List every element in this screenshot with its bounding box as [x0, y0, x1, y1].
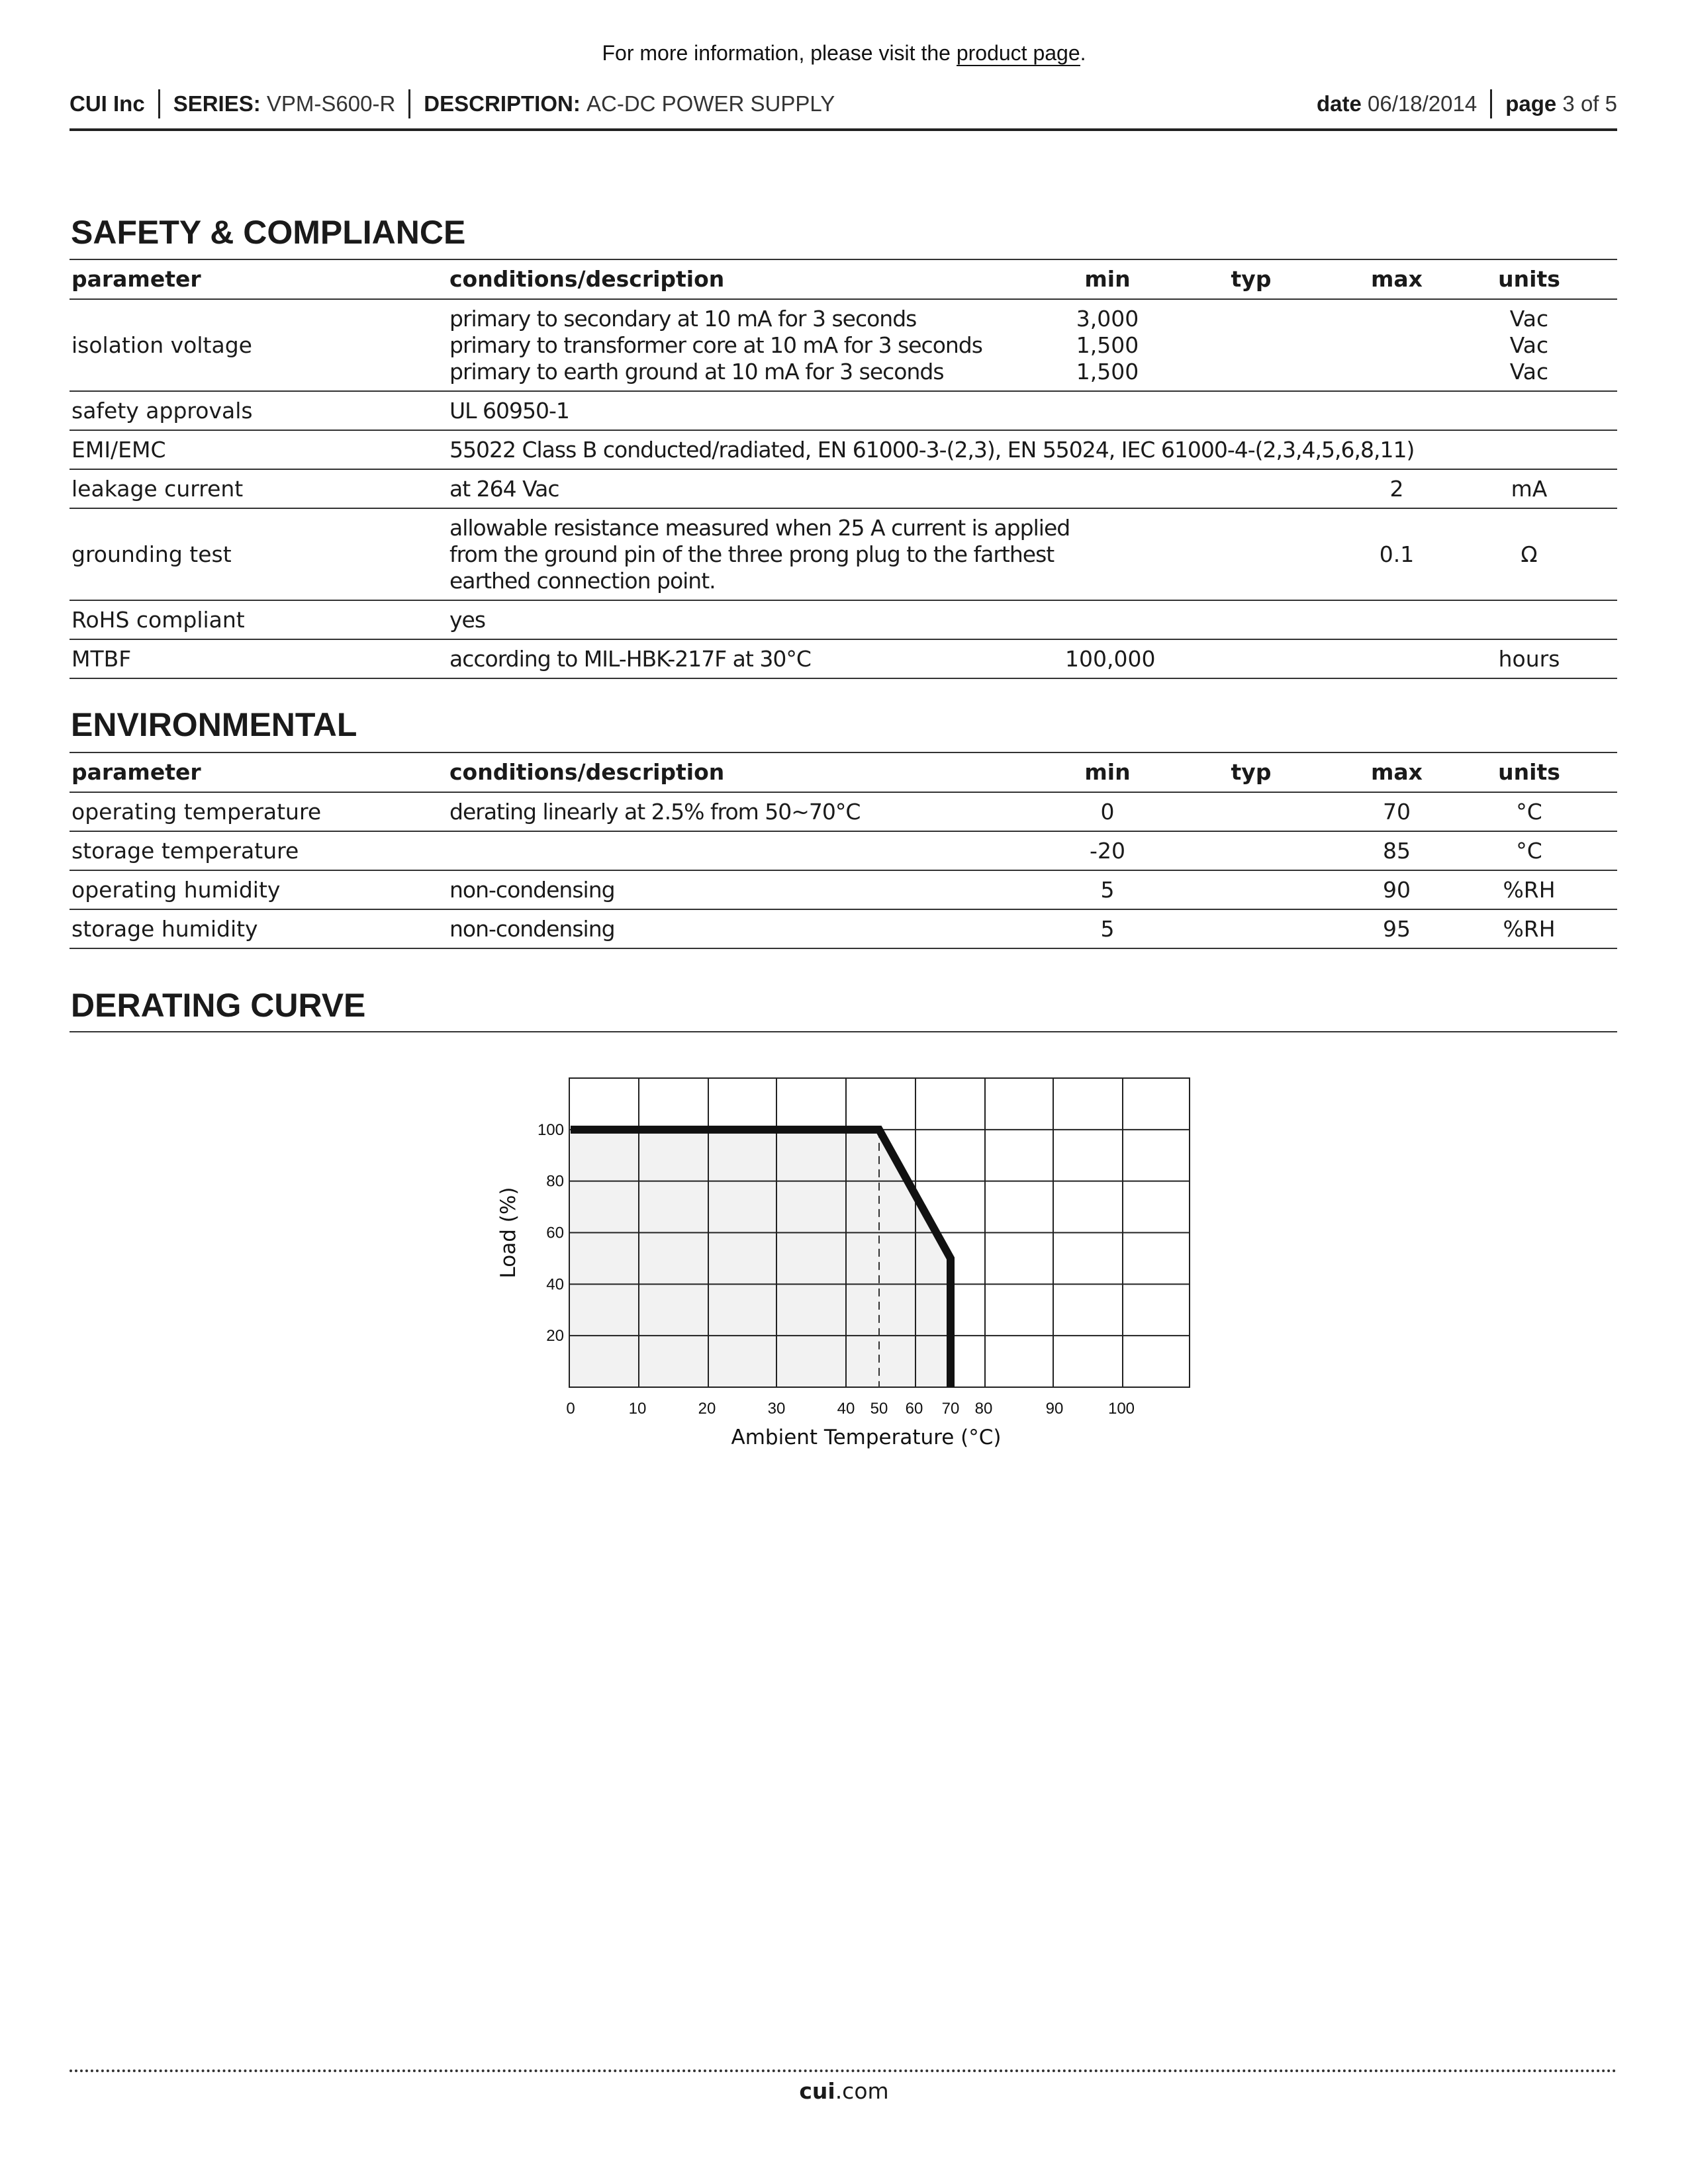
- units-value: °C: [1516, 798, 1542, 825]
- conditions-value: derating linearly at 2.5% from 50~70°C: [449, 798, 861, 825]
- date-label: date: [1317, 91, 1362, 116]
- footer-rule: [70, 2070, 1617, 2072]
- y-tick-label: 20: [546, 1327, 564, 1345]
- max-value: 95: [1383, 915, 1411, 942]
- parameter-cell: EMI/EMC: [71, 436, 166, 463]
- parameter-cell: operating temperature: [71, 798, 322, 825]
- column-header-parameter: parameter: [71, 266, 201, 292]
- column-header-parameter: parameter: [71, 759, 201, 785]
- y-tick-label: 80: [546, 1172, 564, 1191]
- x-tick-label: 60: [905, 1400, 923, 1418]
- note-end: .: [1080, 41, 1086, 65]
- x-tick-label: 10: [628, 1400, 647, 1418]
- units-value: mA: [1511, 475, 1548, 502]
- page-label: page: [1505, 91, 1557, 116]
- max-value: 85: [1383, 837, 1411, 864]
- derating-heading: DERATING CURVE: [71, 987, 366, 1024]
- description-value: AC-DC POWER SUPPLY: [586, 91, 835, 116]
- product-page-link[interactable]: product page: [956, 41, 1080, 65]
- column-header-units: units: [1498, 759, 1560, 785]
- min-value: 1,500: [1076, 358, 1139, 385]
- units-value: %RH: [1503, 915, 1556, 942]
- conditions-value: allowable resistance measured when 25 A current is applied: [449, 514, 1070, 541]
- x-tick-label: 50: [870, 1400, 888, 1418]
- x-tick-label: 70: [941, 1400, 960, 1418]
- footer-site-bold: cui: [799, 2078, 835, 2104]
- conditions-value: from the ground pin of the three prong plug to the farthest: [449, 541, 1055, 567]
- parameter-cell: isolation voltage: [71, 332, 252, 358]
- parameter-cell: leakage current: [71, 475, 244, 502]
- x-axis-label: Ambient Temperature (°C): [731, 1426, 1002, 1449]
- company-name: CUI Inc: [70, 91, 145, 116]
- parameter-cell: storage humidity: [71, 915, 258, 942]
- min-value: -20: [1090, 837, 1125, 864]
- x-tick-label: 80: [974, 1400, 993, 1418]
- units-value: %RH: [1503, 876, 1556, 903]
- conditions-value: yes: [449, 606, 486, 633]
- column-header-max: max: [1371, 266, 1423, 292]
- units-value: Ω: [1521, 541, 1538, 567]
- x-tick-label: 90: [1045, 1400, 1064, 1418]
- units-value: Vac: [1509, 305, 1549, 332]
- page-value: 3 of 5: [1562, 91, 1617, 116]
- conditions-value: according to MIL-HBK-217F at 30°C: [449, 645, 811, 672]
- x-tick-label: 30: [767, 1400, 786, 1418]
- units-value: Vac: [1509, 332, 1549, 358]
- parameter-cell: storage temperature: [71, 837, 299, 864]
- conditions-value: 55022 Class B conducted/radiated, EN 61000-3-(2,3), EN 55024, IEC 61000-4-(2,3,4,5,6,8,11): [449, 436, 1415, 463]
- y-tick-label: 100: [537, 1120, 564, 1139]
- parameter-cell: safety approvals: [71, 397, 253, 424]
- units-value: Vac: [1509, 358, 1549, 385]
- units-value: hours: [1498, 645, 1560, 672]
- max-value: 70: [1383, 798, 1411, 825]
- min-value: 5: [1100, 876, 1115, 903]
- date-value: 06/18/2014: [1368, 91, 1477, 116]
- parameter-cell: RoHS compliant: [71, 606, 245, 633]
- shaded-operating-area: [569, 1130, 951, 1387]
- conditions-value: non-condensing: [449, 876, 615, 903]
- min-value: 1,500: [1076, 332, 1139, 358]
- parameter-cell: operating humidity: [71, 876, 281, 903]
- column-header-min: min: [1084, 266, 1131, 292]
- x-tick-label: 100: [1107, 1400, 1135, 1418]
- max-value: 0.1: [1379, 541, 1415, 567]
- x-tick-label: 0: [566, 1400, 575, 1418]
- footer-site-rest: .com: [835, 2078, 889, 2104]
- conditions-value: earthed connection point.: [449, 567, 716, 594]
- units-value: °C: [1516, 837, 1542, 864]
- x-tick-label: 40: [837, 1400, 855, 1418]
- footer-site[interactable]: [0, 2078, 1688, 2104]
- column-header-min: min: [1084, 759, 1131, 785]
- conditions-value: non-condensing: [449, 915, 615, 942]
- min-value: 3,000: [1076, 305, 1139, 332]
- conditions-value: primary to transformer core at 10 mA for 3 seconds: [449, 332, 982, 358]
- parameter-cell: MTBF: [71, 645, 132, 672]
- conditions-value: UL 60950-1: [449, 397, 569, 424]
- column-header-max: max: [1371, 759, 1423, 785]
- x-tick-label: 20: [698, 1400, 716, 1418]
- min-value: 0: [1100, 798, 1115, 825]
- y-tick-label: 40: [546, 1275, 564, 1294]
- column-header-conditions-description: conditions/description: [449, 266, 725, 292]
- description-label: DESCRIPTION:: [424, 91, 581, 116]
- column-header-typ: typ: [1231, 759, 1272, 785]
- conditions-value: primary to earth ground at 10 mA for 3 seconds: [449, 358, 944, 385]
- y-axis-label: Load (%): [496, 1187, 520, 1279]
- conditions-value: primary to secondary at 10 mA for 3 seconds: [449, 305, 917, 332]
- series-label: SERIES:: [173, 91, 261, 116]
- series-value: VPM-S600-R: [266, 91, 396, 116]
- column-header-conditions-description: conditions/description: [449, 759, 725, 785]
- min-value: 100,000: [1065, 645, 1156, 672]
- max-value: 2: [1389, 475, 1404, 502]
- conditions-value: at 264 Vac: [449, 475, 559, 502]
- column-header-units: units: [1498, 266, 1560, 292]
- column-header-typ: typ: [1231, 266, 1272, 292]
- min-value: 5: [1100, 915, 1115, 942]
- safety-heading: SAFETY & COMPLIANCE: [71, 214, 466, 251]
- environmental-heading: ENVIRONMENTAL: [71, 706, 357, 743]
- max-value: 90: [1383, 876, 1411, 903]
- y-tick-label: 60: [546, 1224, 564, 1242]
- note-text: For more information, please visit the: [602, 41, 957, 65]
- parameter-cell: grounding test: [71, 541, 232, 567]
